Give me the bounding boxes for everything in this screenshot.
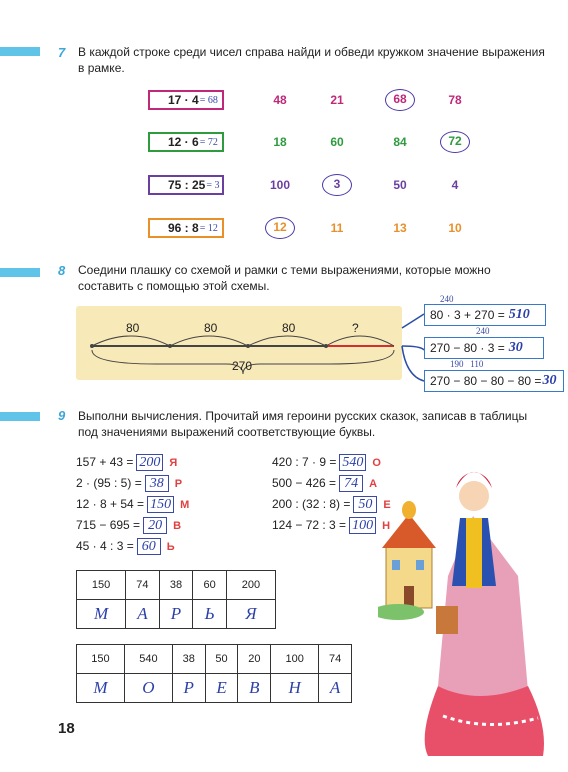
code-letter: А — [369, 478, 378, 490]
table-number-cell: 150 — [77, 645, 125, 674]
table-number-cell: 38 — [172, 645, 205, 674]
table-number-cell: 74 — [319, 645, 352, 674]
segment-label-2: 80 — [204, 321, 218, 335]
option-number[interactable]: 21 — [330, 93, 344, 107]
option-number[interactable]: 50 — [393, 178, 407, 192]
expression-text: 75 : 25 — [168, 178, 206, 192]
table-letter-cell[interactable]: Ь — [193, 600, 227, 629]
table-number-cell: 150 — [77, 571, 126, 600]
answer-1: 510 — [508, 307, 530, 322]
option-number[interactable]: 78 — [448, 93, 462, 107]
expression-frame — [148, 175, 224, 195]
answer-field[interactable]: 540 — [339, 454, 366, 471]
total-label: 270 — [232, 359, 253, 373]
table-number-cell: 200 — [226, 571, 275, 600]
table-letter-cell[interactable]: Н — [271, 674, 319, 703]
option-number[interactable]: 13 — [393, 221, 407, 235]
written-answer: = 3 — [206, 179, 220, 191]
written-answer: = 72 — [199, 136, 218, 148]
calculation-expression: 45 · 4 : 3 = — [76, 539, 134, 553]
answer-field[interactable]: 60 — [137, 538, 161, 555]
calculation-row — [76, 454, 177, 471]
code-letter: Р — [174, 478, 183, 490]
option-number[interactable]: 11 — [330, 221, 344, 235]
table-number-cell: 50 — [205, 645, 238, 674]
palace-icon — [378, 501, 436, 620]
table-number-cell: 20 — [238, 645, 271, 674]
expression-frame — [148, 90, 224, 110]
calculation-row — [272, 475, 377, 492]
expression-frame — [148, 132, 224, 152]
task-8-number: 8 — [58, 263, 66, 278]
expression-text: 17 · 4 — [168, 93, 199, 107]
table-letter-cell[interactable]: А — [319, 674, 352, 703]
page-number: 18 — [58, 720, 75, 737]
option-number[interactable]: 4 — [451, 178, 459, 192]
table-number-cell: 38 — [159, 571, 193, 600]
task-7-text: В каждой строке среди чисел справа найди и обведи кружком значение выражения в рамке. — [78, 45, 545, 75]
written-answer: = 12 — [199, 222, 218, 234]
expression-frame — [148, 218, 224, 238]
answer-table-2 — [76, 644, 352, 703]
calculation-row — [76, 475, 182, 492]
segment-label-3: 80 — [282, 321, 296, 335]
calculation-row — [272, 496, 391, 513]
answer-field[interactable]: 20 — [143, 517, 167, 534]
expression-1: 80 · 3 + 270 = — [430, 308, 505, 322]
table-letter-cell[interactable]: М — [77, 674, 125, 703]
calculation-expression: 12 · 8 + 54 = — [76, 497, 145, 511]
table-number-cell: 540 — [124, 645, 172, 674]
option-number[interactable]: 10 — [448, 221, 462, 235]
table-letter-cell[interactable]: Р — [159, 600, 193, 629]
option-number[interactable]: 60 — [330, 135, 344, 149]
segment-label-1: 80 — [126, 321, 140, 335]
expression-box-2[interactable] — [424, 337, 544, 359]
code-letter: Ь — [166, 541, 175, 553]
calculation-expression: 715 − 695 = — [76, 518, 141, 532]
task-9-text: Выполни вычисления. Прочитай имя героини русских сказок, записав в таблицы под значениями выражений соответствующие буквы. — [78, 409, 528, 439]
table-letter-cell[interactable]: Р — [172, 674, 205, 703]
table-letter-cell[interactable]: Е — [205, 674, 238, 703]
answer-table-1 — [76, 570, 276, 629]
code-letter: Е — [383, 499, 391, 511]
note-2: 240 — [476, 326, 490, 336]
table-letter-cell[interactable]: М — [77, 600, 126, 629]
answer-field[interactable]: 100 — [349, 517, 376, 534]
calculation-row — [76, 496, 189, 513]
answer-2: 30 — [508, 340, 523, 355]
answer-field[interactable]: 74 — [339, 475, 363, 492]
table-letter-cell[interactable]: О — [124, 674, 172, 703]
table-number-cell: 100 — [271, 645, 319, 674]
calculation-row — [76, 538, 175, 555]
answer-3: 30 — [542, 373, 557, 388]
table-letter-cell[interactable]: В — [238, 674, 271, 703]
calculation-row — [76, 517, 181, 534]
answer-field[interactable]: 50 — [353, 496, 377, 513]
option-number[interactable]: 18 — [273, 135, 287, 149]
code-letter: Н — [382, 520, 391, 532]
task-9-number: 9 — [58, 408, 66, 423]
calculation-row — [272, 517, 390, 534]
table-number-cell: 74 — [126, 571, 160, 600]
note-1: 240 — [440, 294, 454, 304]
code-letter: М — [180, 499, 190, 511]
expression-text: 12 · 6 — [168, 135, 199, 149]
table-letter-cell[interactable]: Я — [226, 600, 275, 629]
segment-label-unknown: ? — [352, 321, 359, 335]
answer-field[interactable]: 150 — [147, 496, 174, 513]
maiden-illustration — [378, 456, 548, 766]
expression-3: 270 − 80 − 80 − 80 = — [430, 374, 542, 388]
calculation-expression: 200 : (32 : 8) = — [272, 497, 351, 511]
code-letter: Я — [169, 457, 178, 469]
calculation-expression: 420 : 7 · 9 = — [272, 455, 337, 469]
calculation-expression: 157 + 43 = — [76, 455, 134, 469]
task-7-number: 7 — [58, 45, 66, 60]
table-number-cell: 60 — [193, 571, 227, 600]
answer-field[interactable]: 200 — [136, 454, 163, 471]
expression-text: 96 : 8 — [168, 221, 199, 235]
expression-box-1[interactable] — [424, 304, 546, 326]
bucket-icon — [436, 606, 458, 634]
calculation-expression: 124 − 72 : 3 = — [272, 518, 347, 532]
calculation-expression: 2 · (95 : 5) = — [76, 476, 142, 490]
calculation-row — [272, 454, 381, 471]
table-letter-cell[interactable]: А — [126, 600, 160, 629]
calculation-expression: 500 − 426 = — [272, 476, 337, 490]
option-number[interactable]: 84 — [393, 135, 407, 149]
written-answer: = 68 — [199, 94, 218, 106]
task-8-text: Соедини плашку со схемой и рамки с теми выражениями, которые можно составить с помощью этой схемы. — [78, 263, 491, 293]
note-3: 190 110 — [450, 359, 484, 369]
answer-field[interactable]: 38 — [145, 475, 169, 492]
option-number[interactable]: 68 — [385, 89, 415, 111]
option-number[interactable]: 48 — [273, 93, 287, 107]
code-letter: О — [372, 457, 381, 469]
expression-box-3[interactable] — [424, 370, 564, 392]
option-number[interactable]: 72 — [440, 131, 470, 153]
option-number[interactable]: 3 — [322, 174, 352, 196]
code-letter: В — [173, 520, 182, 532]
option-number[interactable]: 100 — [269, 178, 291, 192]
expression-2: 270 − 80 · 3 = — [430, 341, 505, 355]
option-number[interactable]: 12 — [265, 217, 295, 239]
